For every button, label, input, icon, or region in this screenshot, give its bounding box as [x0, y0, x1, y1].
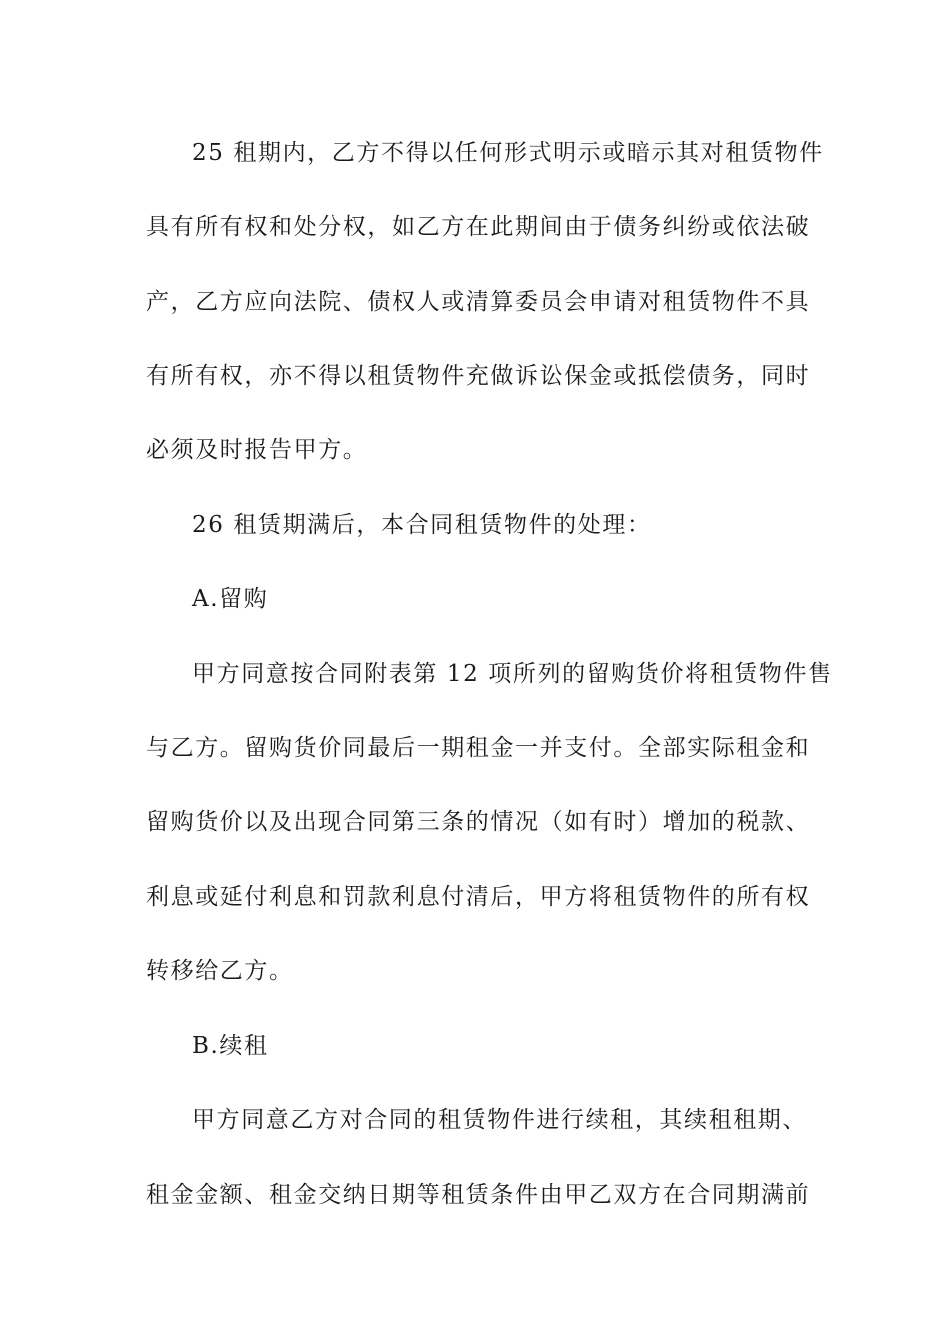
option-a-heading: A.留购 [192, 586, 269, 612]
clause-25-line-1: 25 租期内，乙方不得以任何形式明示或暗示其对租赁物件 [192, 140, 824, 166]
clause-26-heading: 26 租赁期满后，本合同租赁物件的处理： [192, 512, 652, 538]
clause-25-line-4: 有所有权，亦不得以租赁物件充做诉讼保金或抵偿债务，同时 [146, 363, 811, 389]
option-a-line-2: 与乙方。留购货价同最后一期租金一并支付。全部实际租金和 [146, 735, 811, 761]
clause-25-line-3: 产，乙方应向法院、债权人或清算委员会申请对租赁物件不具 [146, 289, 811, 315]
option-b-line-2: 租金金额、租金交纳日期等租赁条件由甲乙双方在合同期满前 [146, 1182, 811, 1208]
clause-25-line-2: 具有所有权和处分权，如乙方在此期间由于债务纠纷或依法破 [146, 214, 811, 240]
option-a-line-4: 利息或延付利息和罚款利息付清后，甲方将租赁物件的所有权 [146, 884, 811, 910]
option-b-heading: B.续租 [192, 1033, 269, 1059]
option-a-line-1: 甲方同意按合同附表第 12 项所列的留购货价将租赁物件售 [192, 661, 833, 687]
option-a-line-3: 留购货价以及出现合同第三条的情况（如有时）增加的税款、 [146, 809, 811, 835]
option-a-line-5: 转移给乙方。 [146, 958, 294, 984]
option-b-line-1: 甲方同意乙方对合同的租赁物件进行续租，其续租租期、 [192, 1107, 807, 1133]
clause-25-line-5: 必须及时报告甲方。 [146, 437, 368, 463]
